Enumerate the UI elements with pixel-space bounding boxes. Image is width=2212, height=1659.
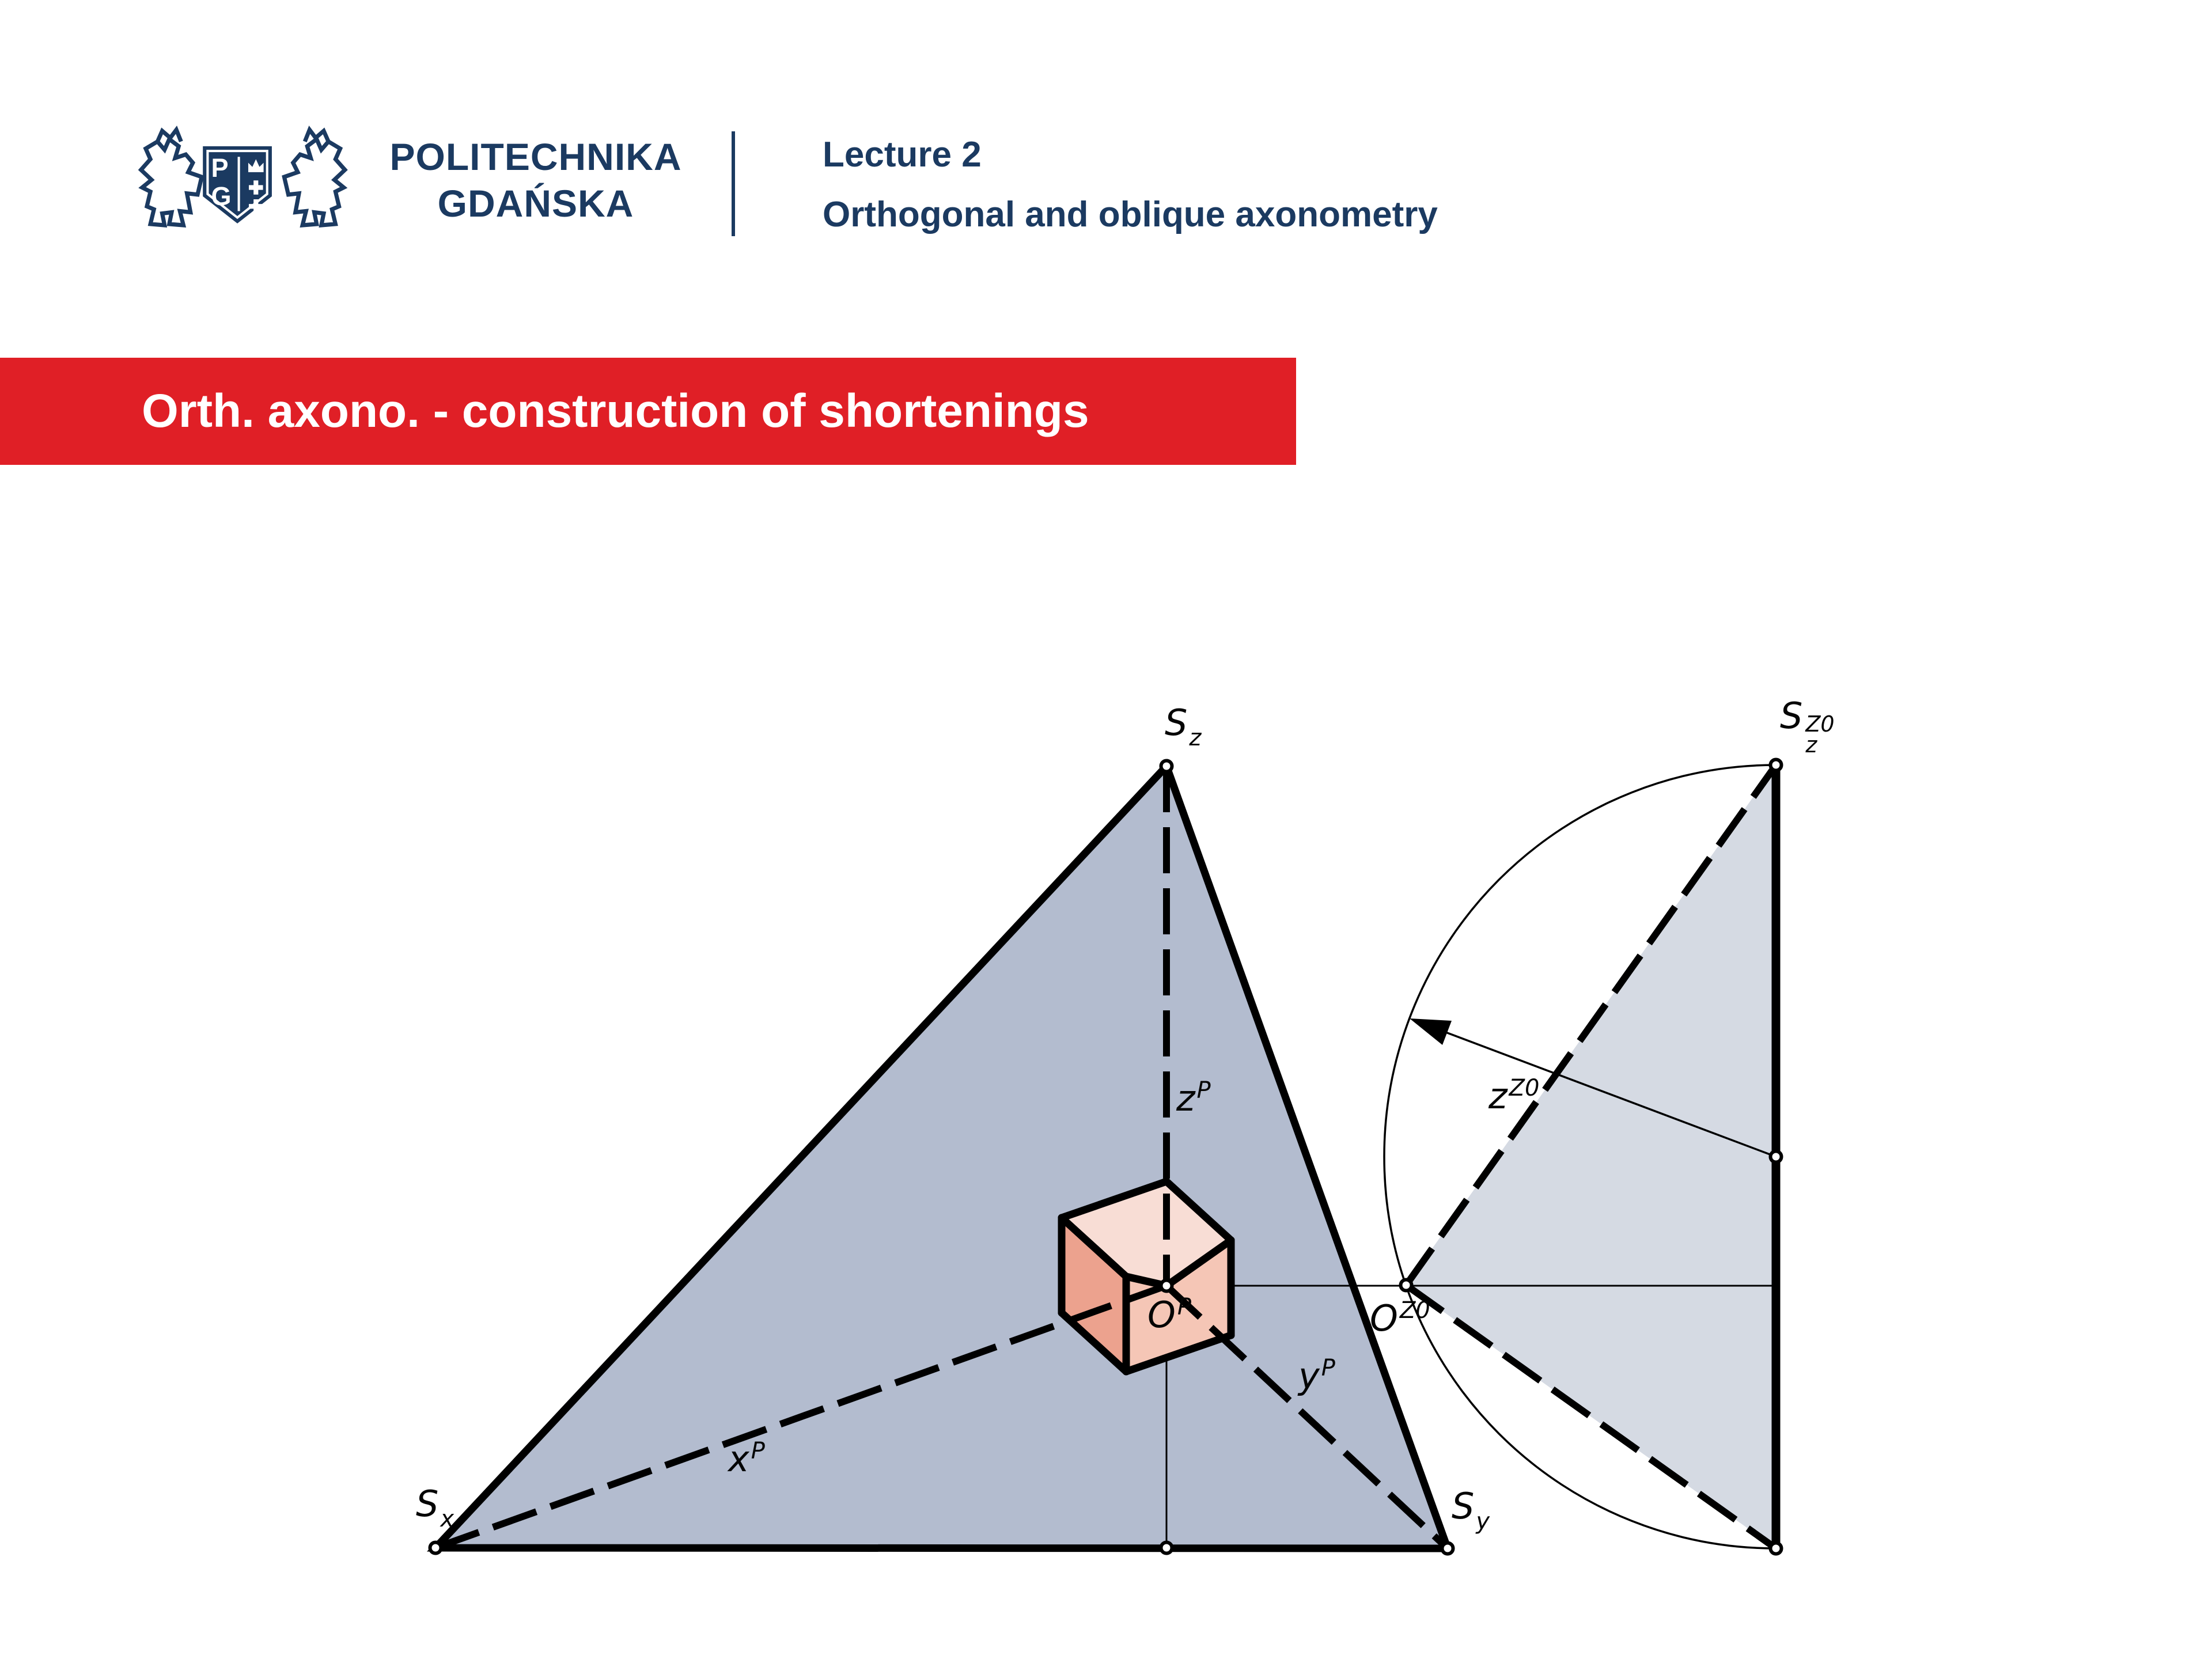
point-sx bbox=[430, 1543, 441, 1554]
rotated-triangle bbox=[1406, 765, 1776, 1548]
label-op: $O^P$ bbox=[1147, 1294, 1191, 1336]
rotation-arrowhead-icon bbox=[1410, 1018, 1452, 1045]
label-zp: $z^P$ bbox=[1176, 1077, 1211, 1119]
section-banner-title: Orth. axono. - construction of shortenings bbox=[142, 385, 1089, 437]
university-name-line2: GDAŃSKA bbox=[437, 182, 634, 225]
label-sy: $S_y$ bbox=[1452, 1485, 1490, 1535]
point-oz0 bbox=[1401, 1280, 1412, 1291]
point-sz-z0 bbox=[1771, 760, 1782, 771]
label-sz-z0: S Z0 z bbox=[1780, 695, 1835, 757]
point-bottom-z0 bbox=[1771, 1543, 1782, 1554]
axonometric-triangle bbox=[435, 766, 1448, 1548]
label-sx: $S_x$ bbox=[416, 1483, 454, 1532]
lecture-subtitle: Orthogonal and oblique axonometry bbox=[823, 195, 1438, 234]
label-zz0: $z^{Z0}$ bbox=[1488, 1075, 1540, 1117]
monogram-p: P bbox=[211, 153, 229, 183]
monogram-g: G bbox=[211, 181, 232, 211]
point-sz bbox=[1161, 761, 1172, 772]
lecture-title: Lecture 2 bbox=[823, 135, 982, 175]
label-oz0: $O^{Z0}$ bbox=[1370, 1297, 1430, 1339]
label-xp: $x^P$ bbox=[728, 1438, 765, 1480]
point-arc-center bbox=[1771, 1152, 1782, 1162]
point-sy bbox=[1442, 1543, 1453, 1554]
university-name-line1: POLITECHNIKA bbox=[389, 135, 682, 178]
label-yp: $y^P$ bbox=[1298, 1355, 1335, 1397]
point-op bbox=[1161, 1281, 1172, 1291]
label-sz: $S_z$ bbox=[1165, 702, 1202, 751]
point-foot bbox=[1161, 1543, 1172, 1554]
